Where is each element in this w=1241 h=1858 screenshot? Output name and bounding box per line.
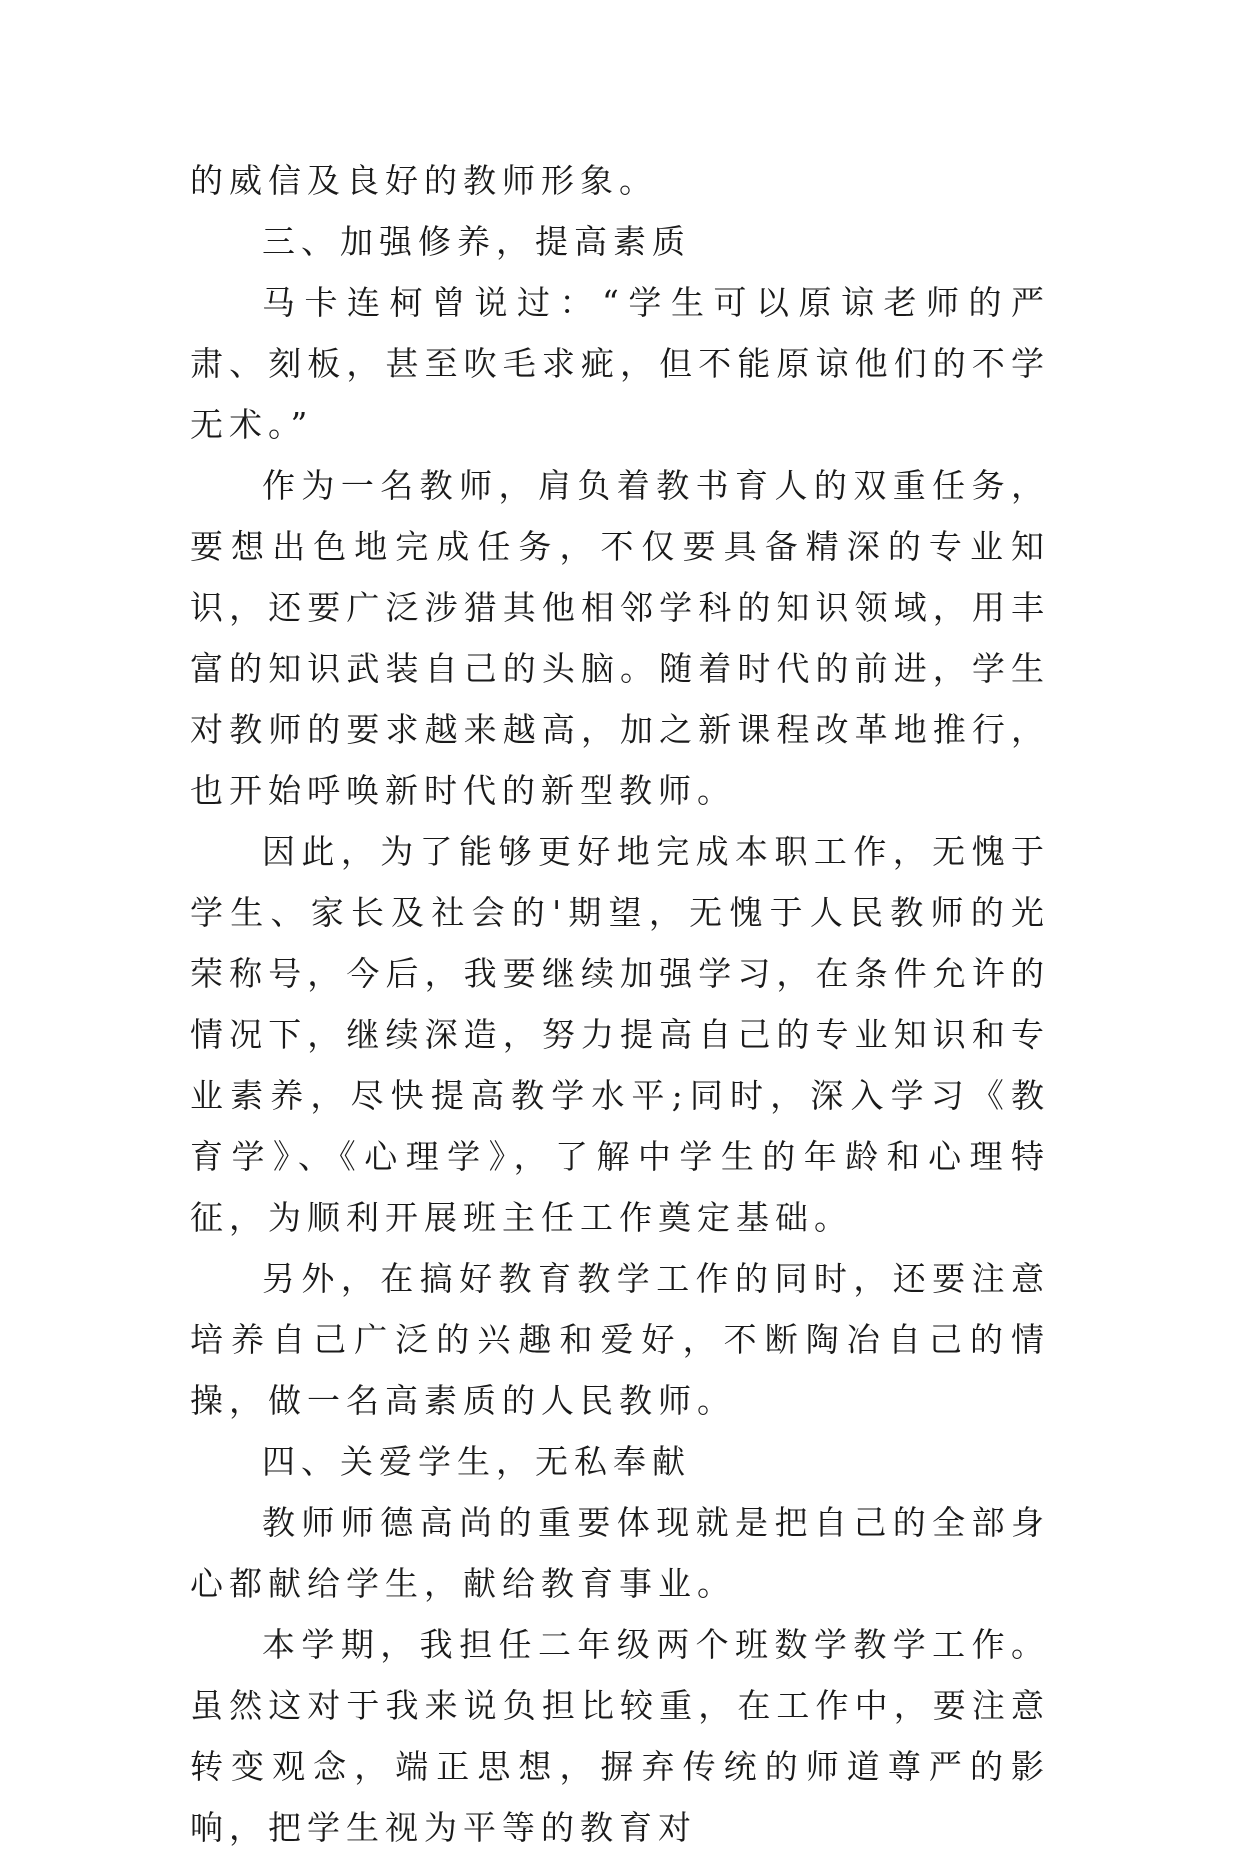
- paragraph-devotion: 教师师德高尚的重要体现就是把自己的全部身心都献给学生，献给教育事业。: [190, 1503, 1050, 1603]
- document-body: [190, 150, 1050, 1858]
- paragraph-teacher-duty: 作为一名教师，肩负着教书育人的双重任务，要想出色地完成任务，不仅要具备精深的专业知识，还要广泛涉猎其他相邻学科的知识领域，用丰富的知识武装自己的头脑。随着时代的前进，学生对教师的要求越来越高，加之新课程改革地推行，也开始呼唤新时代的新型教师。: [190, 466, 1050, 810]
- section-heading-3: 三、加强修养，提高素质: [262, 222, 691, 261]
- paragraph-this-semester: 本学期，我担任二年级两个班数学教学工作。虽然这对于我来说负担比较重，在工作中，要注意转变观念，端正思想，摒弃传统的师道尊严的影响，把学生视为平等的教育对: [190, 1625, 1050, 1847]
- paragraph-study-plan: 因此，为了能够更好地完成本职工作，无愧于学生、家长及社会的'期望，无愧于人民教师的光荣称号，今后，我要继续加强学习，在条件允许的情况下，继续深造，努力提高自己的专业知识和专业素养，尽快提高教学水平;同时，深入学习《教育学》、《心理学》，了解中学生的年龄和心理特征，为顺利开展班主任工作奠定基础。: [190, 832, 1050, 1237]
- paragraph-interests: 另外，在搞好教育教学工作的同时，还要注意培养自己广泛的兴趣和爱好，不断陶冶自己的情操，做一名高素质的人民教师。: [190, 1259, 1050, 1420]
- section-heading-4: 四、关爱学生，无私奉献: [262, 1442, 691, 1481]
- paragraph-quote: 马卡连柯曾说过：“学生可以原谅老师的严肃、刻板，甚至吹毛求疵，但不能原谅他们的不学无术。”: [190, 283, 1050, 444]
- paragraph-continuation: 的威信及良好的教师形象。: [190, 161, 658, 200]
